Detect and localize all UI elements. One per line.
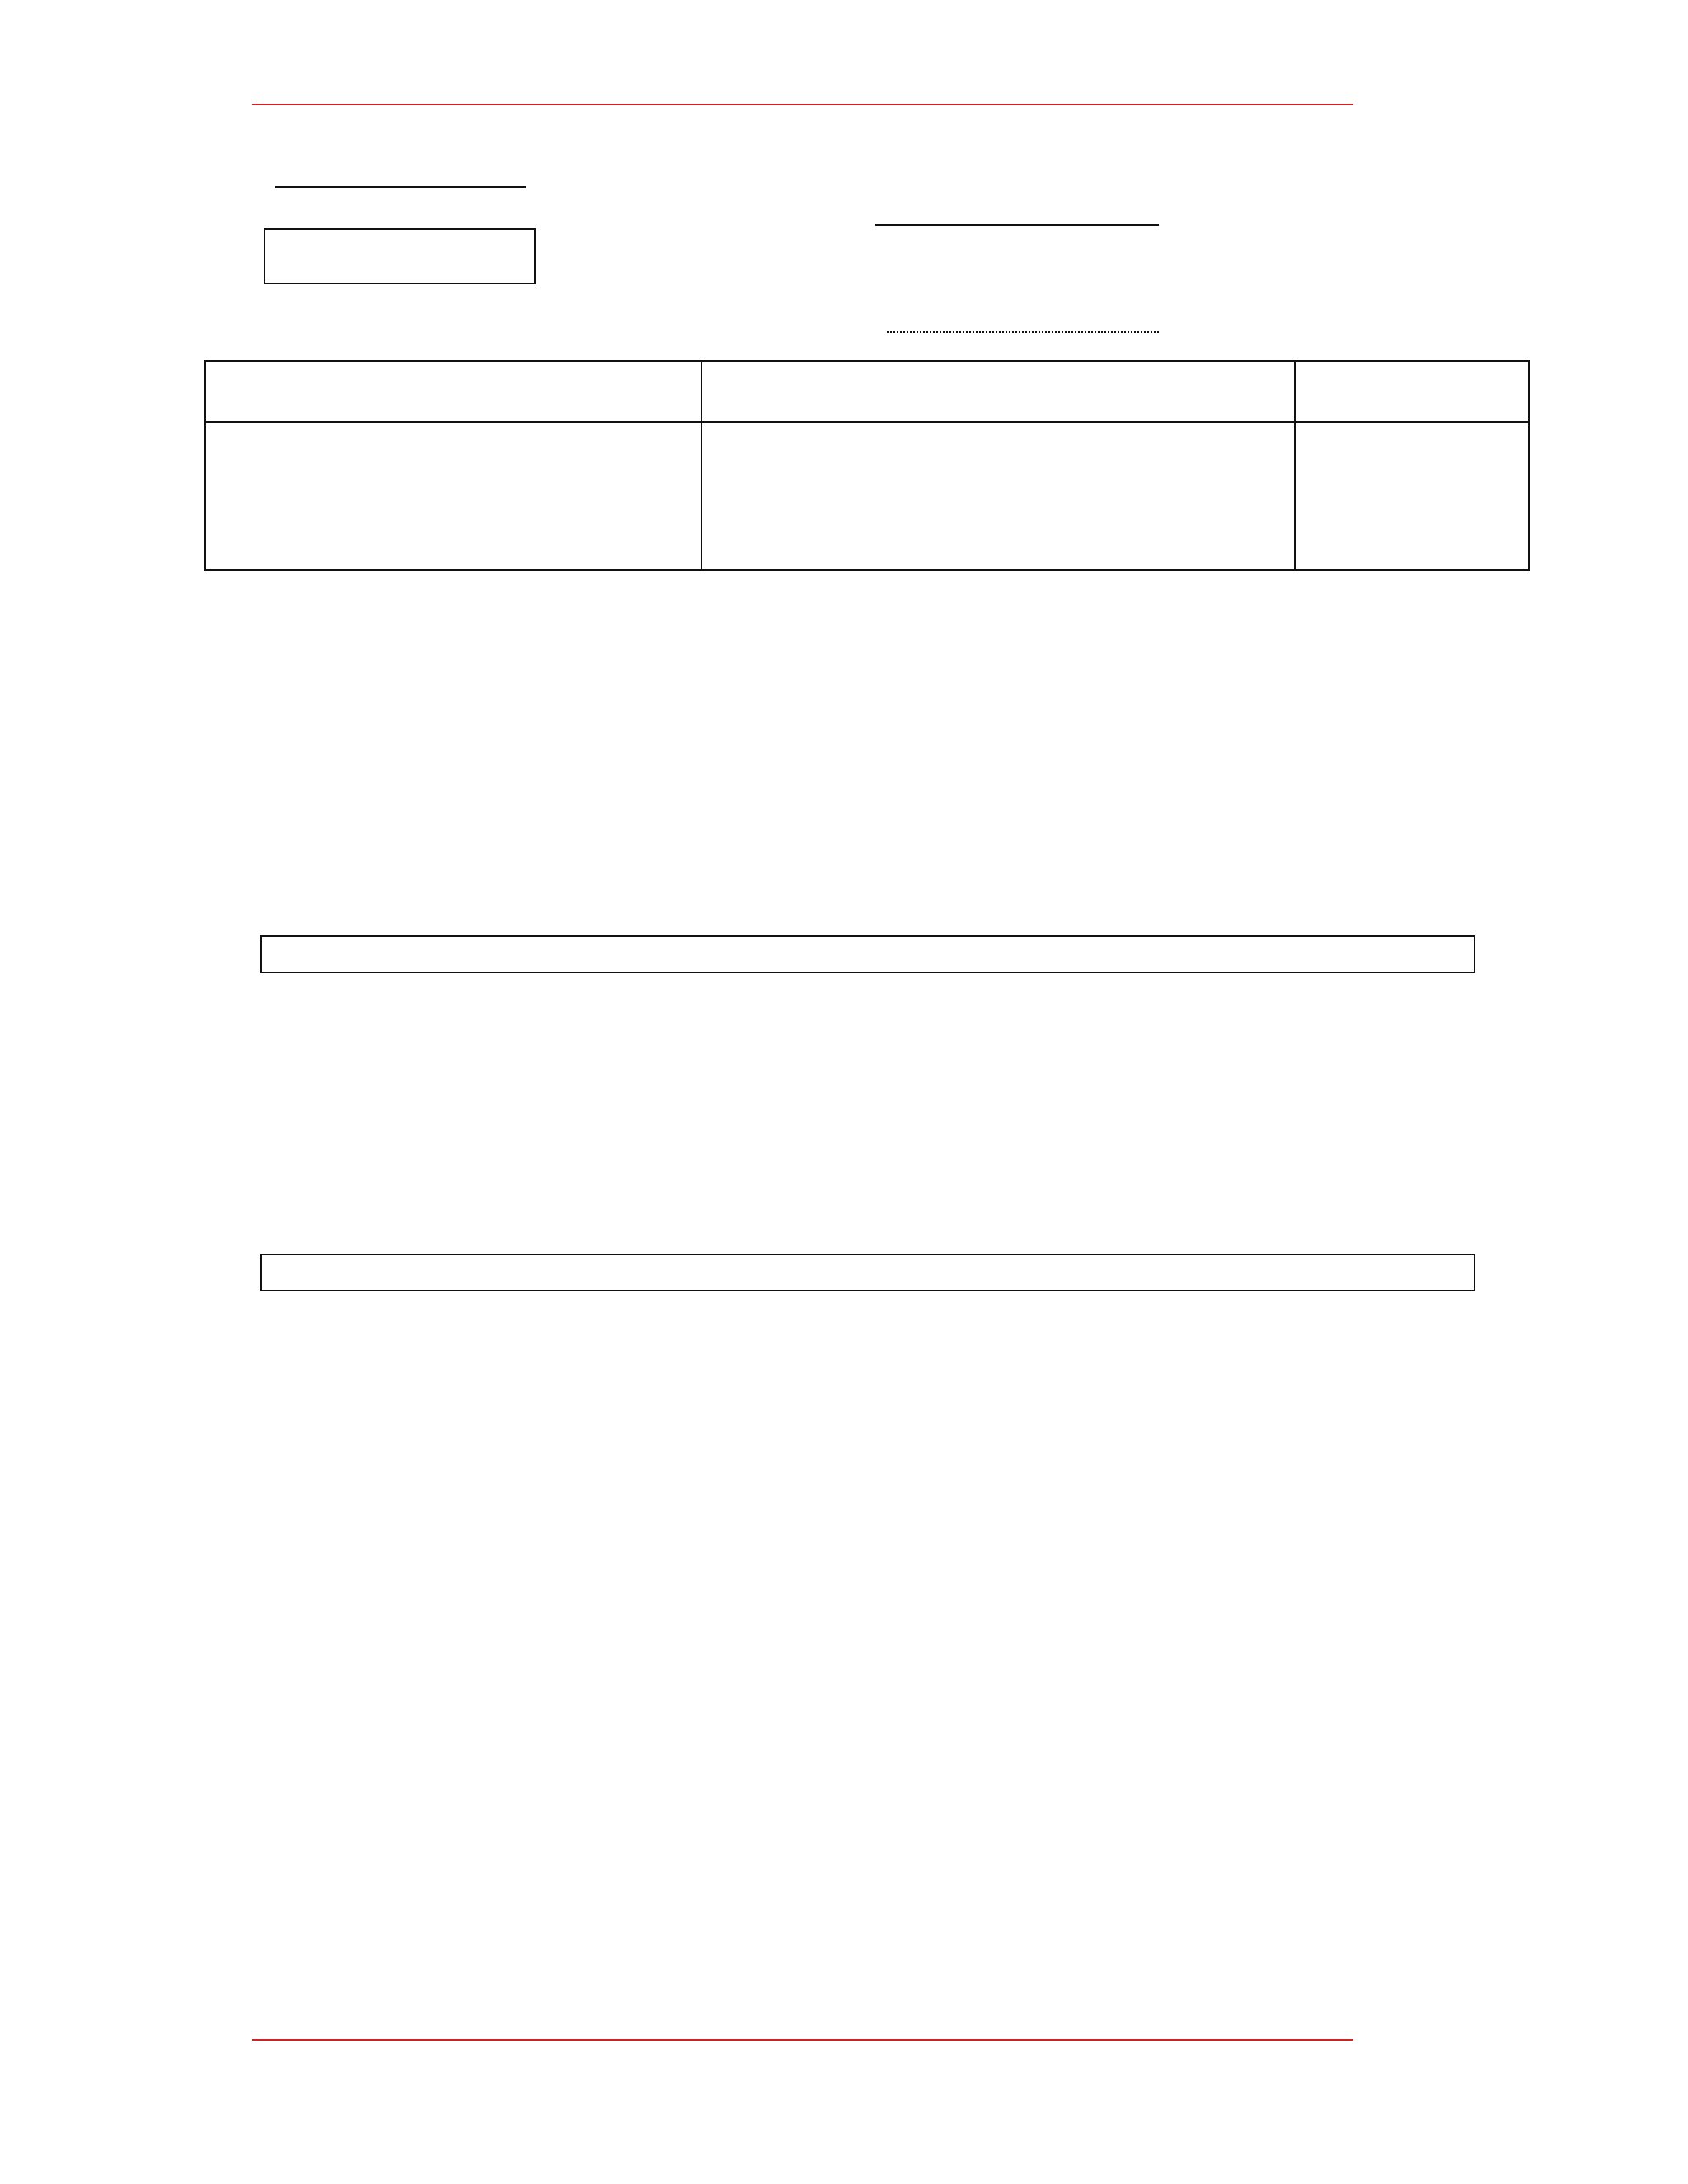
footer-rule <box>252 2039 1353 2041</box>
duration-dotted-rule <box>887 331 1159 333</box>
code-cell <box>1295 422 1529 570</box>
official-box <box>264 228 536 284</box>
org-underline <box>275 186 526 188</box>
examiner-cell <box>701 422 1295 570</box>
code-header <box>1295 361 1529 422</box>
score-table <box>204 360 1530 571</box>
answer-box-part1 <box>260 935 1475 973</box>
examiner-header <box>701 361 1295 422</box>
score-header <box>205 361 701 422</box>
exam-title-underline <box>875 224 1159 226</box>
header-rule <box>252 104 1353 105</box>
score-cell <box>205 422 701 570</box>
answer-box-part2 <box>260 1254 1475 1291</box>
